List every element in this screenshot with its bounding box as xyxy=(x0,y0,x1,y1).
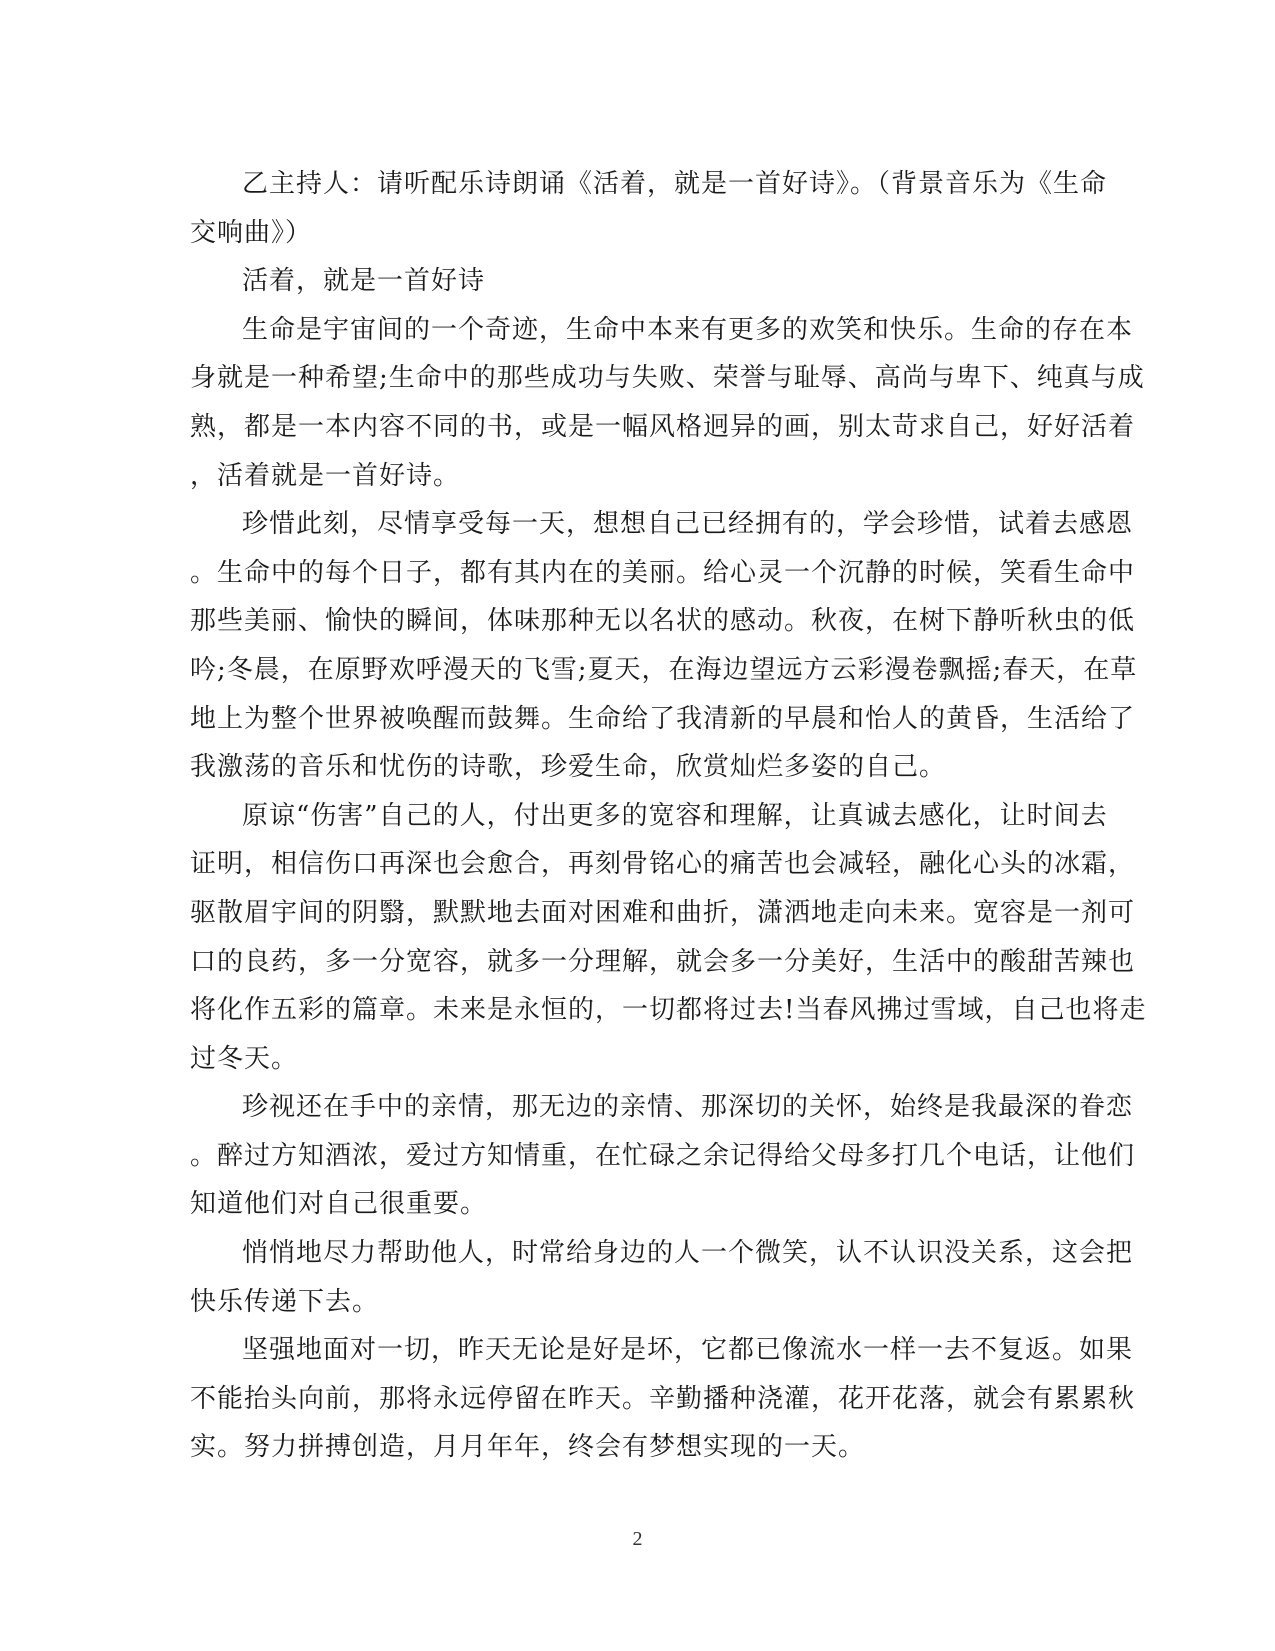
paragraph-be-strong xyxy=(190,1326,1136,1472)
text-line: 原谅“伤害”自己的人，付出更多的宽容和理解，让真诚去感化，让时间去 xyxy=(242,800,1108,831)
text-line: 珍视还在手中的亲情，那无边的亲情、那深切的关怀，始终是我最深的眷恋 xyxy=(242,1092,1134,1123)
text-line: 过冬天。 xyxy=(190,1043,299,1074)
text-line: 将化作五彩的篇章。未来是永恒的，一切都将过去!当春风拂过雪域，自己也将走 xyxy=(190,995,1147,1026)
paragraph-life-miracle xyxy=(190,306,1145,500)
text-line: 珍惜此刻，尽情享受每一天，想想自己已经拥有的，学会珍惜，试着去感恩 xyxy=(242,509,1134,540)
text-line: 地上为整个世界被唤醒而鼓舞。生命给了我清新的早晨和怡人的黄昏，生活给了 xyxy=(190,703,1136,734)
paragraph-help-others xyxy=(190,1229,1134,1326)
text-line: 证明，相信伤口再深也会愈合，再刻骨铭心的痛苦也会减轻，融化心头的冰霜， xyxy=(190,849,1136,880)
text-line: 乙主持人：请听配乐诗朗诵《活着，就是一首好诗》。（背景音乐为《生命 xyxy=(242,169,1108,199)
paragraph-family xyxy=(190,1083,1136,1229)
text-line: 活着，就是一首好诗 xyxy=(242,266,486,297)
paragraph-host-intro xyxy=(190,160,1108,257)
text-line: 。生命中的每个日子，都有其内在的美丽。给心灵一个沉静的时候，笑看生命中 xyxy=(190,557,1136,588)
poem-title xyxy=(190,257,1080,306)
paragraph-cherish-moment xyxy=(190,500,1138,792)
text-line: 交响曲》） xyxy=(190,217,313,248)
text-line: 熟，都是一本内容不同的书，或是一幅风格迥异的画，别太苛求自己，好好活着 xyxy=(190,411,1136,442)
document-body xyxy=(190,160,1147,1472)
text-line: 生命是宇宙间的一个奇迹，生命中本来有更多的欢笑和快乐。生命的存在本 xyxy=(242,314,1134,345)
text-line: 知道他们对自己很重要。 xyxy=(190,1189,488,1220)
text-line: 身就是一种希望;生命中的那些成功与失败、荣誉与耻辱、高尚与卑下、纯真与成 xyxy=(190,363,1145,394)
text-line: 那些美丽、愉快的瞬间，体味那种无以名状的感动。秋夜，在树下静听秋虫的低 xyxy=(190,606,1136,637)
text-line: 坚强地面对一切，昨天无论是好是坏，它都已像流水一样一去不复返。如果 xyxy=(242,1335,1134,1366)
text-line: 不能抬头向前，那将永远停留在昨天。辛勤播种浇灌，花开花落，就会有累累秋 xyxy=(190,1383,1136,1414)
text-line: 吟;冬晨，在原野欢呼漫天的飞雪;夏天，在海边望远方云彩漫卷飘摇;春天，在草 xyxy=(190,654,1138,685)
text-line: 。醉过方知酒浓，爱过方知情重，在忙碌之余记得给父母多打几个电话，让他们 xyxy=(190,1140,1136,1171)
text-line: 我激荡的音乐和忧伤的诗歌，珍爱生命，欣赏灿烂多姿的自己。 xyxy=(190,752,947,783)
text-line: 悄悄地尽力帮助他人，时常给身边的人一个微笑，认不认识没关系，这会把 xyxy=(242,1238,1134,1269)
text-line: 驱散眉宇间的阴翳，默默地去面对困难和曲折，潇洒地走向未来。宽容是一剂可 xyxy=(190,897,1136,928)
page-number: 2 xyxy=(632,1528,643,1550)
paragraph-forgive xyxy=(190,792,1147,1084)
text-line: 口的良药，多一分宽容，就多一分理解，就会多一分美好，生活中的酸甜苦辣也 xyxy=(190,946,1136,977)
text-line: ，活着就是一首好诗。 xyxy=(190,460,461,491)
text-line: 实。努力拼搏创造，月月年年，终会有梦想实现的一天。 xyxy=(190,1432,866,1463)
text-line: 快乐传递下去。 xyxy=(190,1286,380,1317)
